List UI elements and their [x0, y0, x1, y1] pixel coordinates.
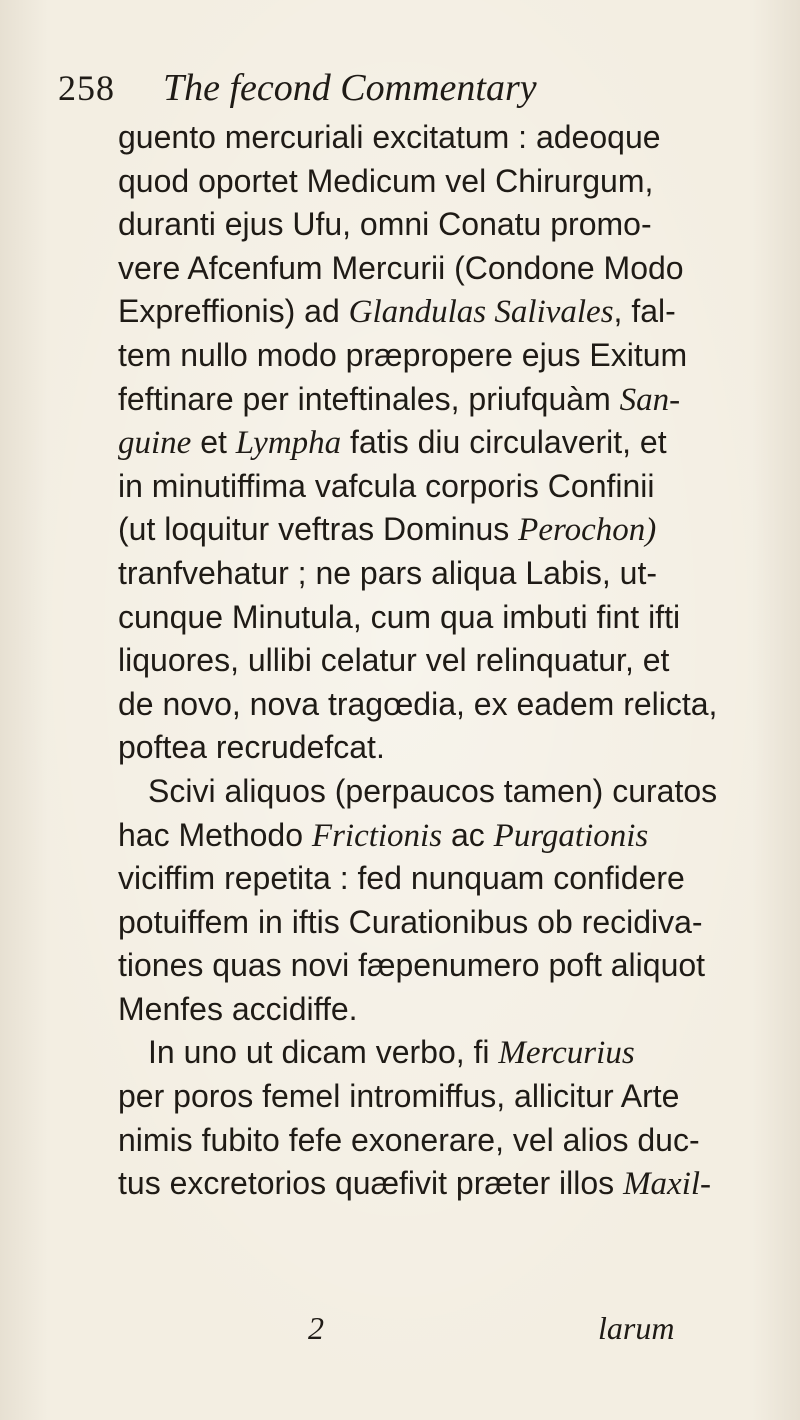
roman-text: vere Afcenfum Mercurii (Condone Modo	[118, 249, 684, 286]
roman-text: poftea recrudefcat.	[118, 729, 385, 766]
italic-text: Purgationis	[493, 817, 649, 854]
text-line	[118, 421, 748, 465]
italic-text: Perochon)	[518, 512, 657, 549]
text-line	[118, 116, 748, 160]
roman-text: In uno ut dicam verbo, fi	[148, 1034, 499, 1071]
roman-text: nimis fubito fefe exonerare, vel alios duc-	[118, 1121, 700, 1158]
roman-text: hac Methodo	[118, 816, 312, 853]
roman-text: (ut loquitur veftras Dominus	[118, 511, 519, 548]
text-line	[118, 160, 748, 204]
roman-text: tiones quas novi fæpenumero poft aliquot	[118, 947, 706, 984]
text-line	[118, 290, 748, 334]
roman-text: Scivi aliquos (perpaucos tamen) curatos	[148, 772, 718, 809]
roman-text: in minutiffima vafcula corporis Confinii	[118, 467, 655, 504]
roman-text: tus excretorios quæfivit præter illos	[118, 1165, 624, 1202]
text-line	[118, 857, 748, 901]
roman-text: de novo, nova tragœdia, ex eadem relicta,	[118, 685, 718, 722]
page-header	[58, 67, 678, 114]
text-line	[118, 770, 748, 814]
roman-text: ac	[442, 816, 494, 853]
italic-text: Frictionis	[311, 817, 443, 854]
text-line	[118, 901, 748, 945]
italic-text: Glandulas Salivales	[348, 294, 614, 331]
italic-text: Lympha	[235, 425, 342, 462]
roman-text: liquores, ullibi celatur vel relinquatur, et	[118, 642, 670, 679]
catchword: larum	[598, 1310, 675, 1346]
text-line	[118, 203, 748, 247]
page-footer	[118, 1310, 748, 1354]
text-line	[118, 944, 748, 988]
text-line	[118, 814, 748, 858]
text-line	[118, 1162, 748, 1206]
text-line	[118, 1075, 748, 1119]
roman-text: potuiffem in iftis Curationibus ob recidiva-	[118, 903, 703, 940]
text-line	[118, 465, 748, 509]
text-line	[118, 596, 748, 640]
roman-text: tem nullo modo præpropere ejus Exitum	[118, 336, 688, 373]
text-line	[118, 378, 748, 422]
roman-text: guento mercuriali excitatum : adeoque	[118, 119, 661, 155]
text-line	[118, 1031, 748, 1075]
italic-text: San-	[619, 381, 681, 418]
italic-text: Maxil-	[623, 1166, 712, 1203]
roman-text: cunque Minutula, cum qua imbuti fint ifti	[118, 598, 681, 635]
roman-text: feftinare per inteftinales, priufquàm	[118, 380, 620, 417]
roman-text: Expreffionis) ad	[118, 293, 349, 330]
roman-text: tranfvehatur ; ne pars aliqua Labis, ut-	[118, 554, 657, 591]
roman-text: duranti ejus Ufu, omni Conatu promo-	[118, 206, 652, 243]
running-title: The fecond Commentary	[163, 67, 537, 109]
text-line	[118, 683, 748, 727]
text-line	[118, 1119, 748, 1163]
text-line	[118, 334, 748, 378]
roman-text: viciffim repetita : fed nunquam confidere	[118, 860, 685, 897]
roman-text: Menfes accidiffe.	[118, 990, 358, 1027]
text-line	[118, 508, 748, 552]
roman-text: , fal-	[613, 293, 676, 330]
text-line	[118, 247, 748, 291]
roman-text: et	[191, 424, 236, 461]
page-number: 258	[58, 68, 115, 108]
text-line	[118, 988, 748, 1032]
signature-mark: 2	[308, 1310, 324, 1346]
text-line	[118, 552, 748, 596]
roman-text: fatis diu circulaverit, et	[341, 424, 667, 461]
body-text	[118, 116, 748, 1206]
italic-text: Mercurius	[498, 1035, 635, 1072]
italic-text: guine	[118, 425, 192, 462]
roman-text: quod oportet Medicum vel Chirurgum,	[118, 162, 654, 199]
text-line	[118, 639, 748, 683]
text-line	[118, 726, 748, 770]
roman-text: per poros femel intromiffus, allicitur Arte	[118, 1078, 680, 1115]
